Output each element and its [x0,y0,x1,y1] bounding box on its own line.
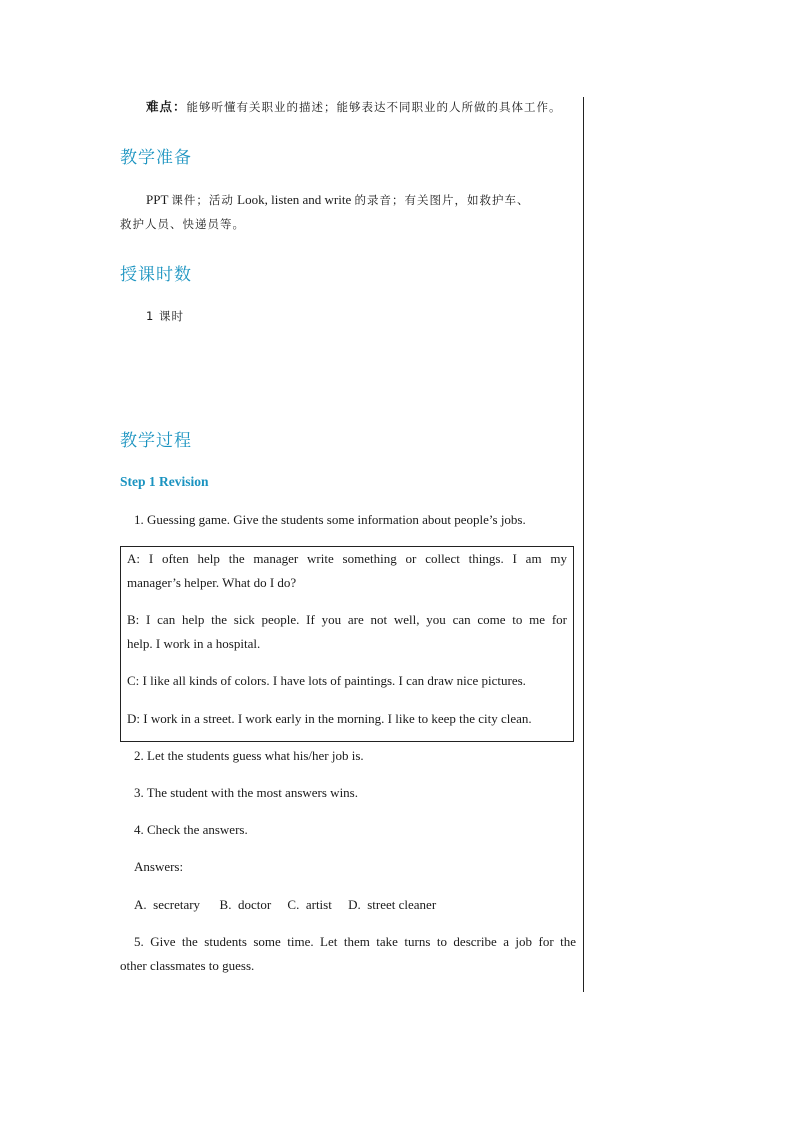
clue-a-line-1: A: I often help the manager write something or collect things. I am my [127,551,567,566]
difficulty-label: 难点： [146,99,187,114]
heading-teaching-process: 教学过程 [120,431,192,451]
guessing-clues-box [120,546,574,742]
prep-ppt: PPT [146,192,169,207]
process-item-4: 4. Check the answers. [134,822,248,837]
process-item-1: 1. Guessing game. Give the students some information about people’s jobs. [134,512,526,527]
clue-b-line-1: B: I can help the sick people. If you are not well, you can come to me for [127,612,567,627]
process-item-3: 3. The student with the most answers wins. [134,785,358,800]
heading-teaching-prep: 教学准备 [120,148,192,168]
clue-d-line: D: I work in a street. I work early in the morning. I like to keep the city clean. [127,711,532,726]
prep-courseware: 课件；活动 [171,193,234,207]
prep-line-2: 救护人员、快递员等。 [120,217,245,231]
answers-label: Answers: [134,859,184,874]
process-item-5-line-1: 5. Give the students some time. Let them take turns to describe a job for the [134,934,576,949]
heading-class-hours: 授课时数 [120,265,192,285]
right-margin-rule [583,97,584,992]
step1-title: Step 1 Revision [120,474,209,489]
answers-list: A. secretary B. doctor C. artist D. street cleaner [134,897,437,912]
class-hours-value: 1 课时 [146,309,184,323]
difficulty-text: 能够听懂有关职业的描述；能够表达不同职业的人所做的具体工作。 [186,100,562,114]
clue-b-line-2: help. I work in a hospital. [127,636,261,651]
clue-c-line: C: I like all kinds of colors. I have lots of paintings. I can draw nice pictures. [127,673,526,688]
process-item-5-line-2: other classmates to guess. [120,958,255,973]
process-item-2: 2. Let the students guess what his/her job is. [134,748,364,763]
prep-activity-name: Look, listen and write [237,192,352,207]
prep-line-1 [146,188,530,212]
prep-recording: 的录音；有关图片，如救护车、 [354,193,530,207]
clue-a-line-2: manager’s helper. What do I do? [127,575,297,590]
difficulty-line [146,95,562,119]
